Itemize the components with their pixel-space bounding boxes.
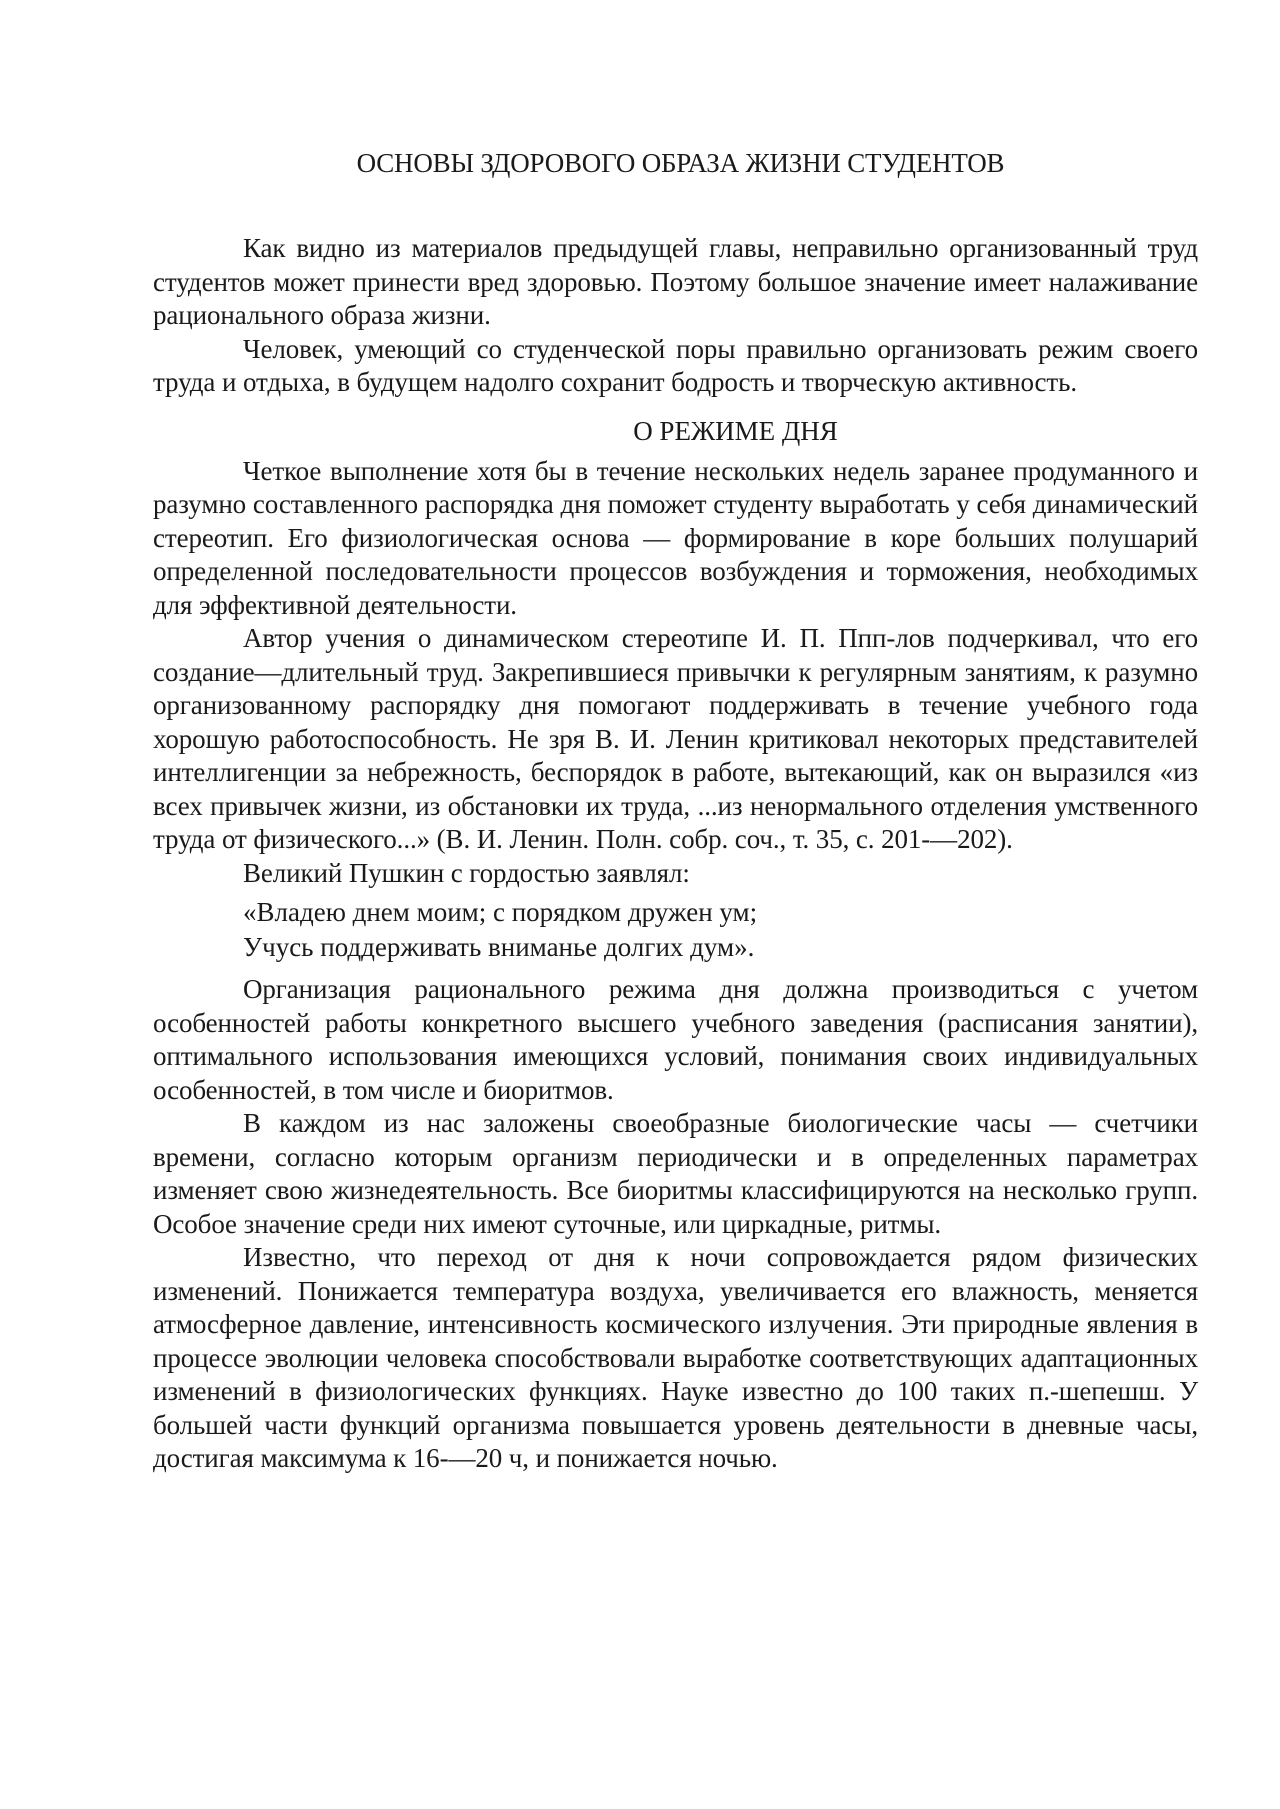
verse-quote (153, 895, 1198, 965)
intro-paragraph-2: Человек, умеющий со студенческой поры правильно организовать режим своего труда и отдыха, в будущем надолго сохранит бодрость и творческую активность. (153, 333, 1198, 397)
closing-paragraph-2: В каждом из нас заложены своеобразные биологические часы — счетчики времени, согласно которым организм периодически и в определенных параметрах изменяет свою жизнедеятельность. Все биоритмы классифицируются на несколько групп. Особое значение среди них имеют суточные, или циркадные, ритмы. (153, 1108, 1198, 1239)
section-paragraph-1: Четкое выполнение хотя бы в течение нескольких недель заранее продуманного и разумно составленного распорядка дня поможет студенту выработать у себя динамический стереотип. Его физиологическая основа — формирование в коре больших полушарий определенной последовательности процессов возбуждения и торможения, необходимых для эффективной деятельности. (153, 455, 1198, 620)
verse-line-1: «Владею днем моим; с порядком дружен ум; (243, 897, 758, 927)
document-title: ОСНОВЫ ЗДОРОВОГО ОБРАЗА ЖИЗНИ СТУДЕНТОВ (356, 148, 1005, 178)
section-paragraph-2: Автор учения о динамическом стереотипе И. П. Ппп-лов подчеркивал, что его создание—длительный труд. Закрепившиеся привычки к регулярным занятиям, к разумно организованному распорядку дня помогают поддерживать в течение учебного года хорошую работоспособность. Не зря В. И. Ленин критиковал некоторых представителей интеллигенции за небрежность, беспорядок в работе, вытекающий, как он выразился «из всех привычек жизни, из обстановки их труда, ...из ненормального отделения умственного труда от физического...» (В. И. Ленин. Полн. собр. соч., т. 35, с. 201-—202). (153, 623, 1198, 854)
section-title: О РЕЖИМЕ ДНЯ (633, 415, 838, 446)
intro-paragraph-1: Как видно из материалов предыдущей главы, неправильно организованный труд студентов может принести вред здоровью. Поэтому большое значение имеет налаживание рационального образа жизни. (153, 233, 1198, 330)
section-paragraph-3: Великий Пушкин с гордостью заявлял: (243, 857, 690, 888)
closing-paragraph-1: Организация рационального режима дня должна производиться с учетом особенностей работы конкретного высшего учебного заведения (расписания занятии), оптимального использования имеющихся условий, понимания своих индивидуальных особенностей, в том числе и биоритмов. (153, 974, 1198, 1105)
closing-paragraph-3: Известно, что переход от дня к ночи сопровождается рядом физических изменений. Понижается температура воздуха, увеличивается его влажность, меняется атмосферное давление, интенсивность космического излучения. Эти природные явления в процессе эволюции человека способствовали выработке соответствующих адаптационных изменений в физиологических функциях. Науке известно до 100 таких п.-шепешш. У большей части функций организма повышается уровень деятельности в дневные часы, достигая максимума к 16-—20 ч, и понижается ночью. (153, 1242, 1198, 1473)
verse-line-2: Учусь поддерживать вниманье долгих дум». (243, 932, 755, 962)
